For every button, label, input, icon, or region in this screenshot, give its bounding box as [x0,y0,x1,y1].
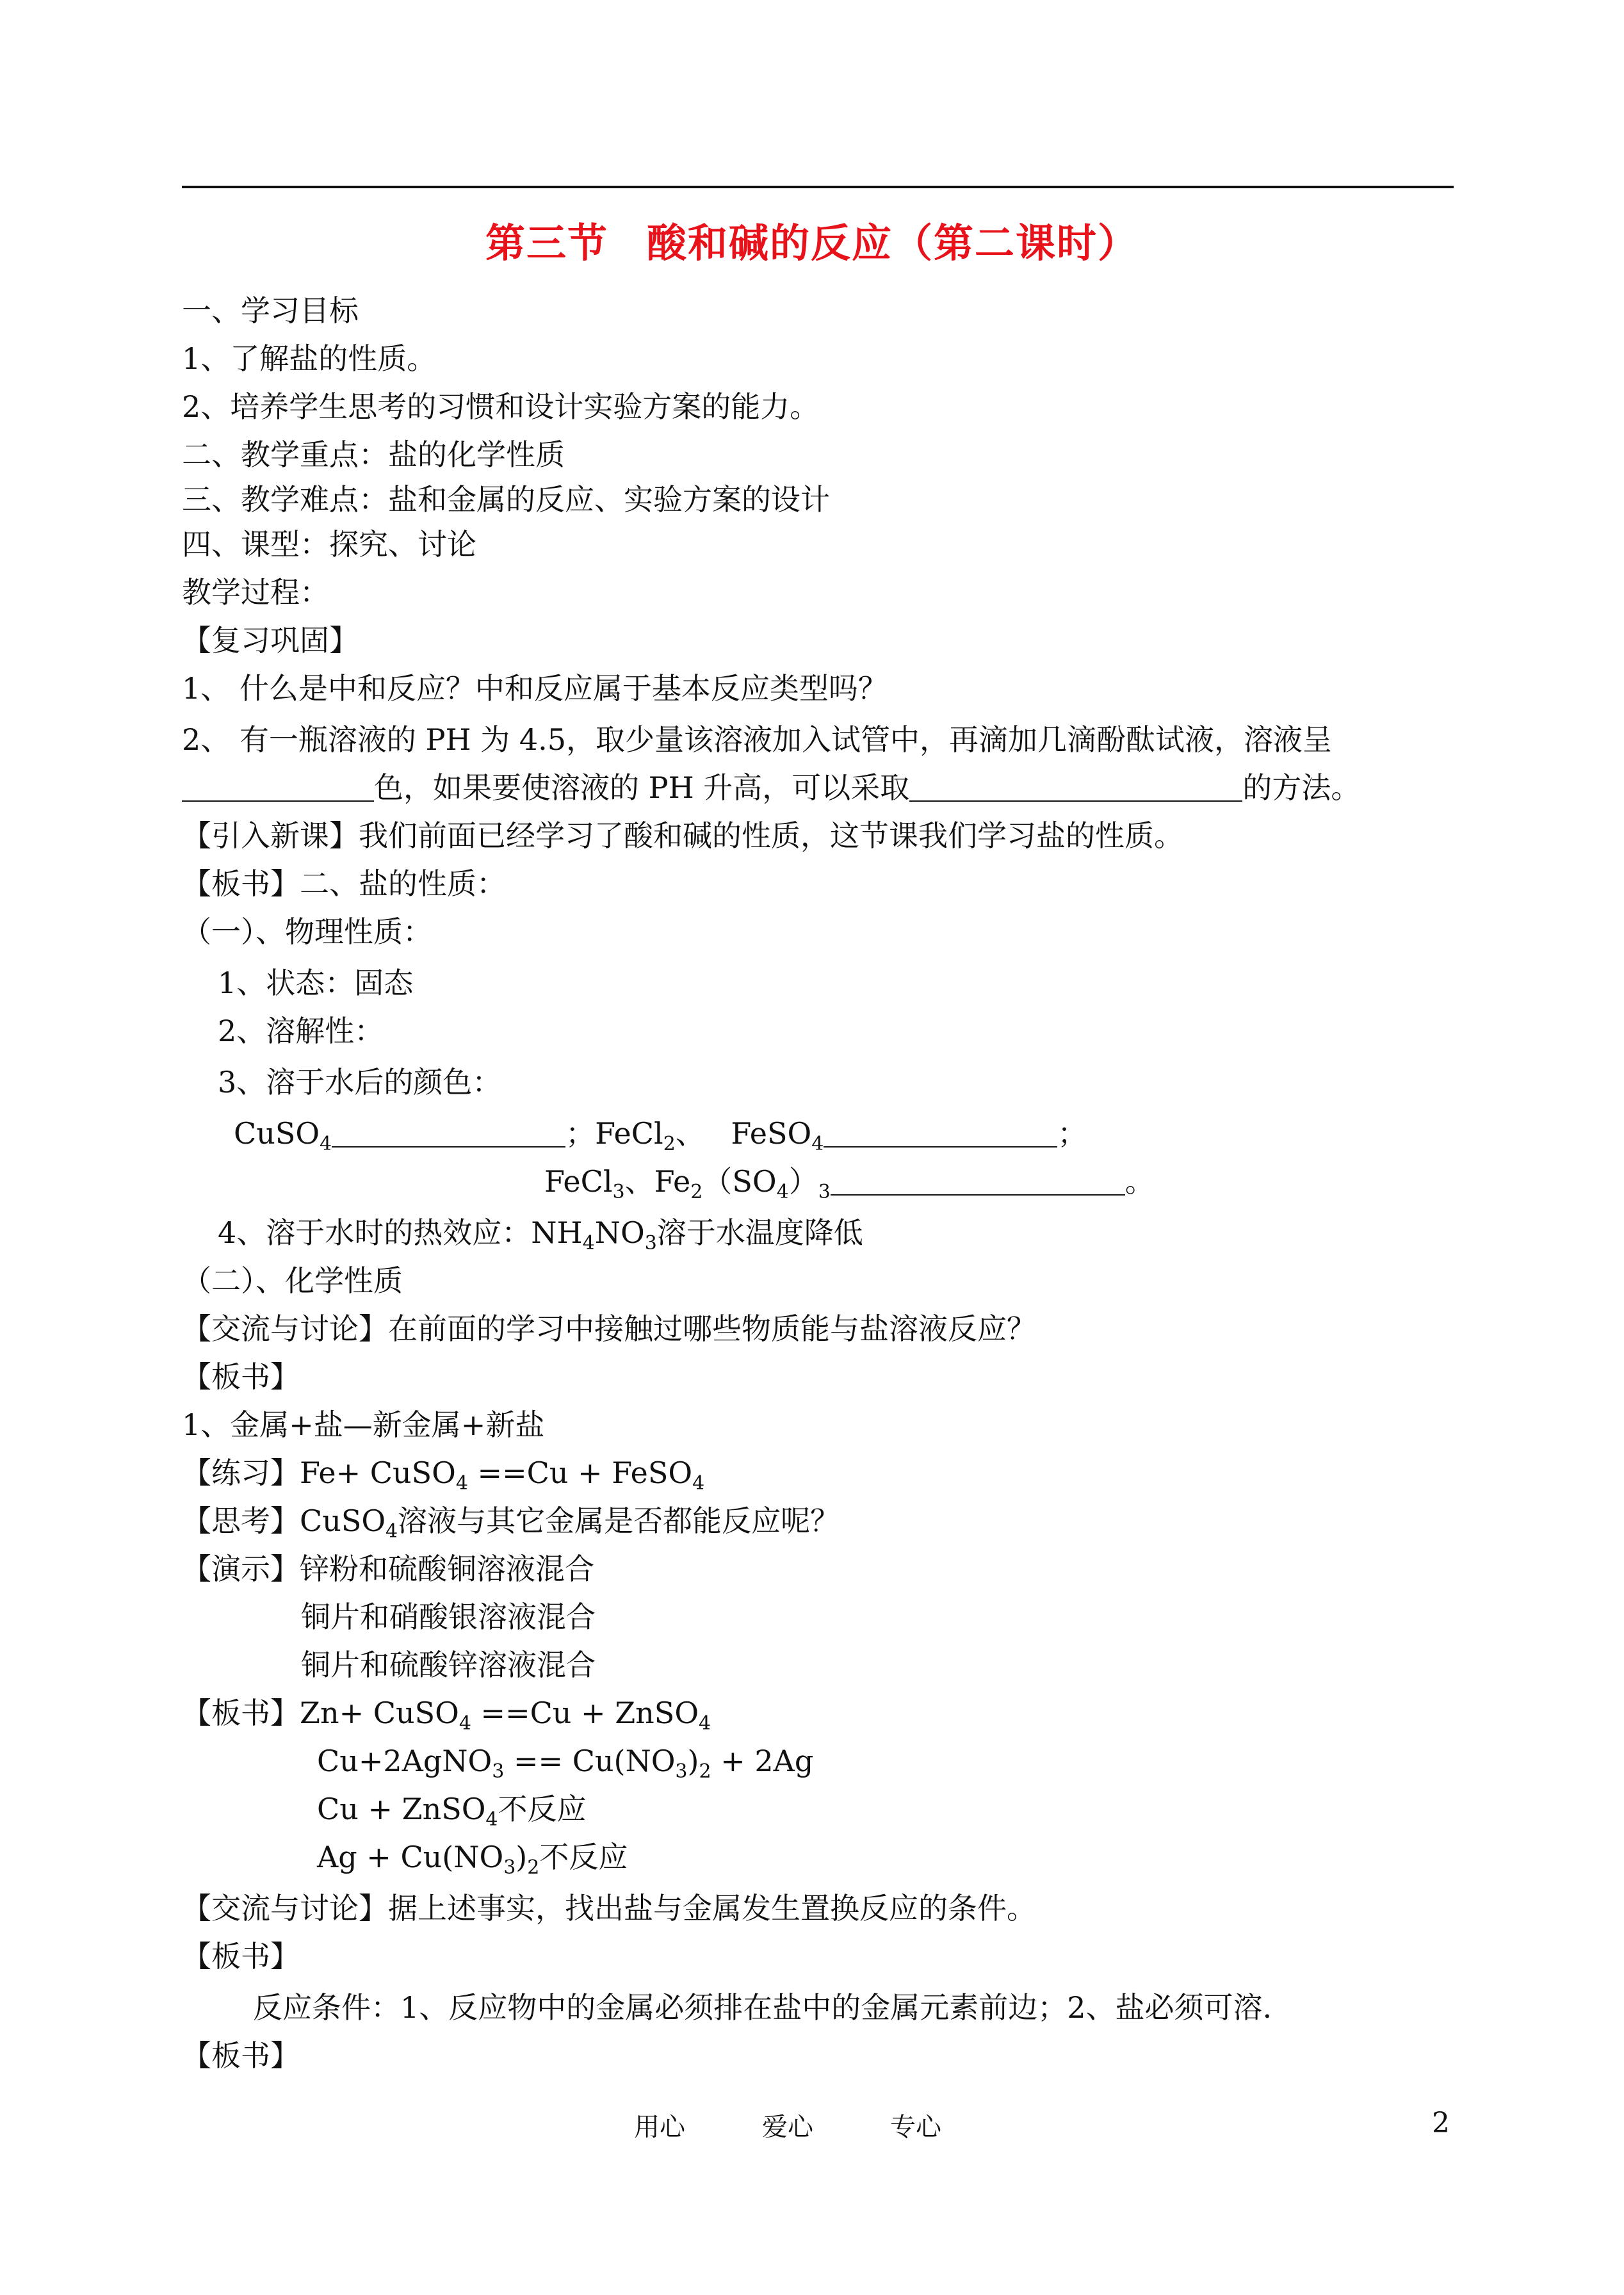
physical-color-heading: 3、溶于水后的颜色： [218,1065,502,1099]
physical-heading: （一）、物理性质： [182,914,432,949]
review-question-2: 2、 有一瓶溶液的 PH 为 4.5，取少量该溶液加入试管中，再滴加几滴酚酞试液，溶液呈 [182,722,1332,757]
practice: 【练习】Fe+ CuSO$_4$ ==Cu + FeSO$_4$ [182,1456,705,1495]
board-label: 【板书】 [182,2038,300,2073]
lesson-type: 四、课型：探究、讨论 [182,527,476,562]
equation-3: Cu + ZnSO$_4$不反应 [317,1792,587,1831]
answer-blank[interactable] [831,1166,1125,1196]
objectives-heading: 一、学习目标 [182,293,359,328]
equation-2: Cu+2AgNO$_3$ == $Cu(NO_3)_2 + 2Ag$ [317,1744,814,1783]
demo-3: 铜片和硫酸锌溶液混合 [301,1648,596,1682]
objective-item: 1、了解盐的性质。 [182,341,437,376]
review-question-2-cont: 色，如果要使溶液的 PH 升高，可以采取 的方法。 [182,768,1360,807]
page-title [0,211,1624,268]
chemical-heading: （二）、化学性质 [182,1263,403,1298]
footer-word: 爱心 [762,2113,813,2142]
objective-item: 2、培养学生思考的习惯和设计实验方案的能力。 [182,389,820,424]
physical-state: 1、状态：固态 [218,966,414,1000]
answer-blank[interactable] [909,772,1242,802]
review-heading: 【复习巩固】 [182,623,359,658]
board-heading: 【板书】二、盐的性质： [182,866,506,901]
title-topic: 酸和碱的反应（第二课时） [647,220,1139,266]
color-line-2: FeCl$_3$、$Fe_2(SO_4)_3$ 。 [544,1164,1155,1203]
answer-blank[interactable] [182,772,374,802]
discussion-2: 【交流与讨论】据上述事实，找出盐与金属发生置换反应的条件。 [182,1891,1036,1926]
discussion-1: 【交流与讨论】在前面的学习中接触过哪些物质能与盐溶液反应？ [182,1311,1036,1346]
rule-1: 1、金属+盐—新金属+新盐 [182,1407,545,1442]
page-number: 2 [1432,2107,1450,2139]
answer-blank[interactable] [332,1118,565,1148]
footer-word: 用心 [634,2113,685,2142]
think: 【思考】CuSO$_4$溶液与其它金属是否都能反应呢？ [182,1504,840,1543]
process-label: 教学过程： [182,575,329,610]
title-section: 第三节 [485,220,608,266]
demo-1: 【演示】锌粉和硫酸铜溶液混合 [182,1552,594,1586]
equation-4: $Ag + Cu(NO_3)_2$不反应 [317,1840,628,1879]
key-point: 二、教学重点：盐的化学性质 [182,437,565,472]
equation-1: 【板书】Zn+ CuSO$_4$ ==Cu + ZnSO$_4$ [182,1696,711,1735]
demo-2: 铜片和硝酸银溶液混合 [301,1600,596,1634]
physical-heat: 4、溶于水时的热效应：$NH_4NO_3$溶于水温度降低 [218,1215,863,1254]
header-rule [182,186,1454,188]
answer-blank[interactable] [824,1118,1057,1148]
board-label: 【板书】 [182,1359,300,1394]
intro: 【引入新课】我们前面已经学习了酸和碱的性质，这节课我们学习盐的性质。 [182,818,1183,853]
physical-solubility: 2、溶解性： [218,1014,384,1048]
difficulty: 三、教学难点：盐和金属的反应、实验方案的设计 [182,482,830,517]
color-line-1: CuSO$_4$ ；FeCl$_2$、 FeSO$_4$ ； [234,1116,1087,1155]
reaction-condition: 反应条件：1、反应物中的金属必须排在盐中的金属元素前边；2、盐必须可溶. [253,1990,1272,2025]
footer-word: 专心 [890,2113,941,2142]
board-label: 【板书】 [182,1939,300,1974]
review-question-1: 1、 什么是中和反应？中和反应属于基本反应类型吗？ [182,671,888,706]
